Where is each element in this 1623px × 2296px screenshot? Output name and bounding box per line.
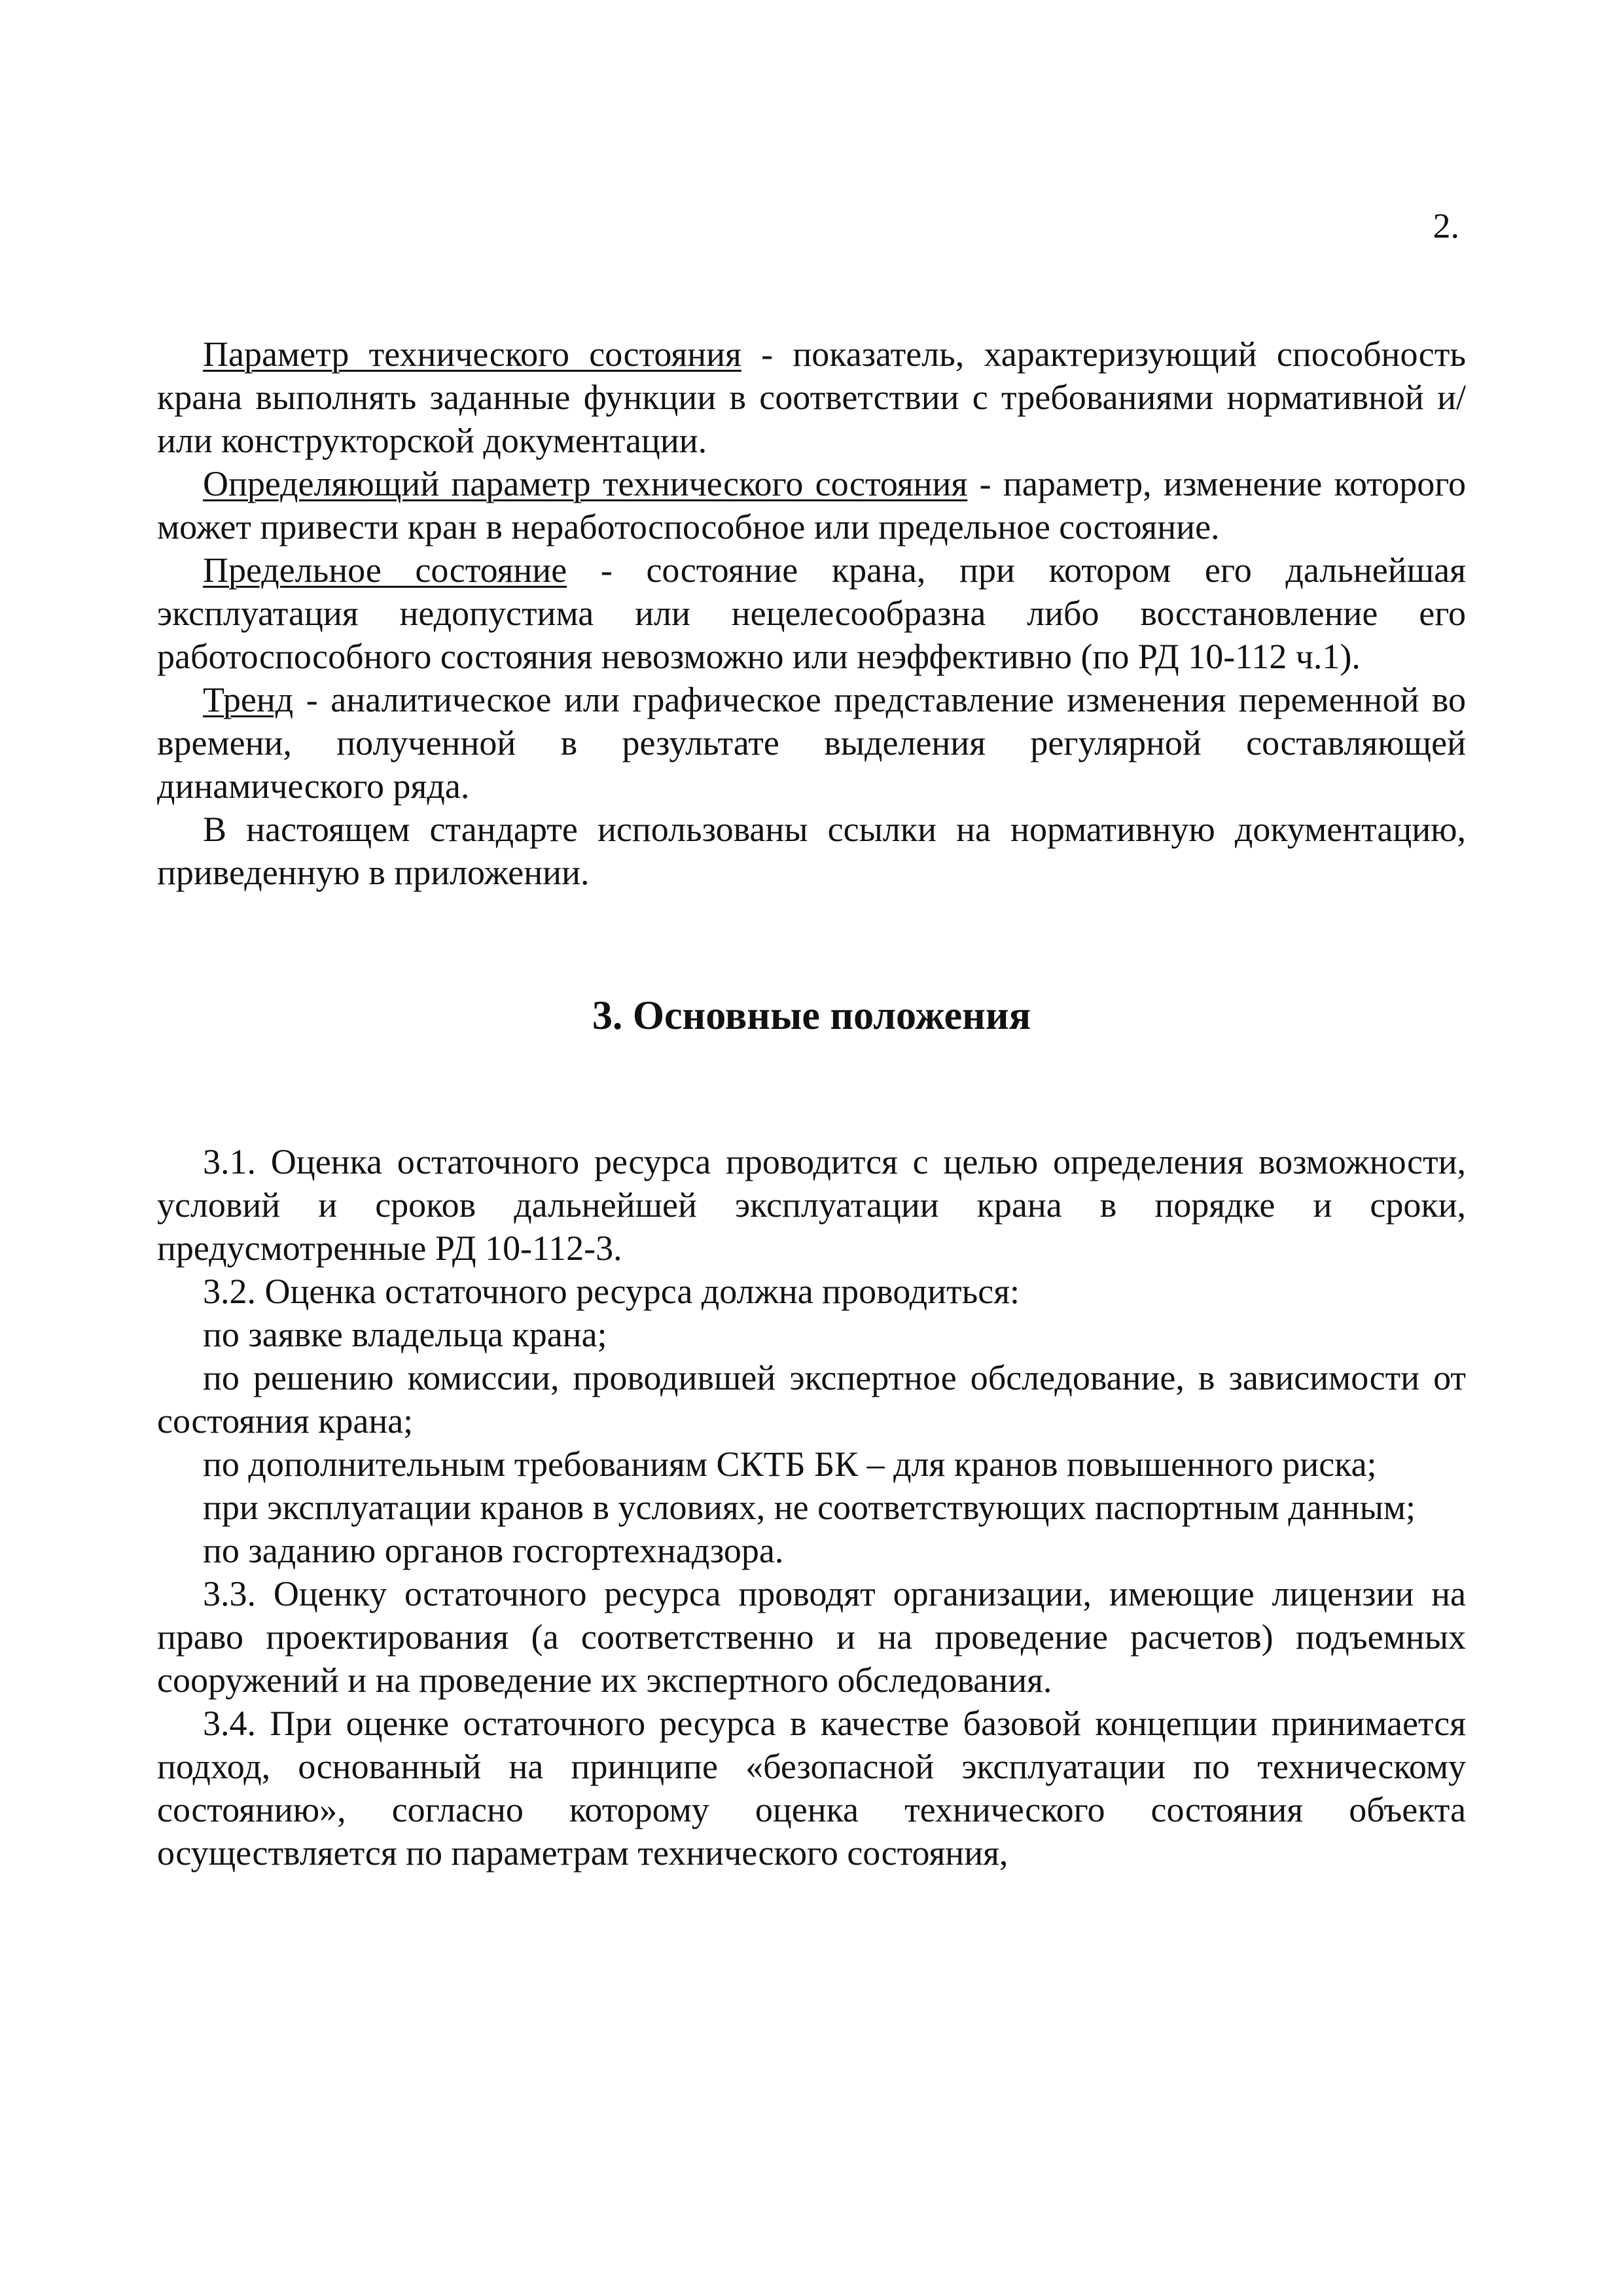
definition-text: - показатель, характеризующий способность крана выполнять заданные функции в соответствии с требованиями нормативной и/или конструкторской документации.	[157, 334, 1466, 460]
paragraph-3-4: 3.4. При оценке остаточного ресурса в качестве базовой концепции принимается подход, основанный на принципе «безопасной эксплуатации по техническому состоянию», согласно которому оценка технического состояния объекта осуществляется по параметрам технического состояния,	[157, 1704, 1466, 1873]
definition-term: Определяющий параметр технического состояния	[203, 464, 968, 503]
definition-text: - аналитическое или графическое представление изменения переменной во времени, полученной в результате выделения регулярной составляющей динамического ряда.	[157, 680, 1466, 806]
definition-defining-parameter	[157, 462, 1466, 548]
definition-trend	[157, 678, 1466, 808]
list-item: по дополнительным требованиям СКТБ БК – для кранов повышенного риска;	[203, 1444, 1377, 1484]
paragraph-3-1: 3.1. Оценка остаточного ресурса проводится с целью определения возможности, условий и сроков дальнейшей эксплуатации крана в порядке и сроки, предусмотренные РД 10-112-3.	[157, 1142, 1466, 1268]
definition-text: - состояние крана, при котором его дальнейшая эксплуатация недопустима или нецелесообразна либо восстановление его работоспособного состояния невозможно или неэффективно (по РД 10-112 ч.1).	[157, 550, 1466, 676]
list-item: по решению комиссии, проводившей экспертное обследование, в зависимости от состояния крана;	[157, 1358, 1466, 1441]
definition-term: Параметр технического состояния	[203, 334, 741, 374]
paragraph-3-3: 3.3. Оценку остаточного ресурса проводят организации, имеющие лицензии на право проектирования (а соответственно и на проведение расчетов) подъемных сооружений и на проведение их экспертного обследования.	[157, 1574, 1466, 1700]
page-number: 2.	[1433, 206, 1459, 245]
list-item: по заявке владельца крана;	[203, 1315, 607, 1354]
document-body	[157, 332, 1466, 1874]
definition-term: Тренд	[203, 680, 294, 719]
heading-spacer	[157, 1042, 1466, 1140]
paragraph-3-2: 3.2. Оценка остаточного ресурса должна проводиться:	[203, 1272, 1020, 1311]
definition-parameter	[157, 332, 1466, 462]
list-item: при эксплуатации кранов в условиях, не соответствующих паспортным данным;	[203, 1488, 1416, 1527]
references-paragraph: В настоящем стандарте использованы ссылки на нормативную документацию, приведенную в приложении.	[157, 810, 1466, 892]
definition-limit-state	[157, 548, 1466, 678]
definition-text: - параметр, изменение которого может привести кран в неработоспособное или предельное состояние.	[157, 464, 1467, 547]
section-heading: 3. Основные положения	[592, 994, 1031, 1038]
list-item: по заданию органов госгортехнадзора.	[203, 1531, 784, 1570]
definition-term: Предельное состояние	[203, 550, 567, 590]
